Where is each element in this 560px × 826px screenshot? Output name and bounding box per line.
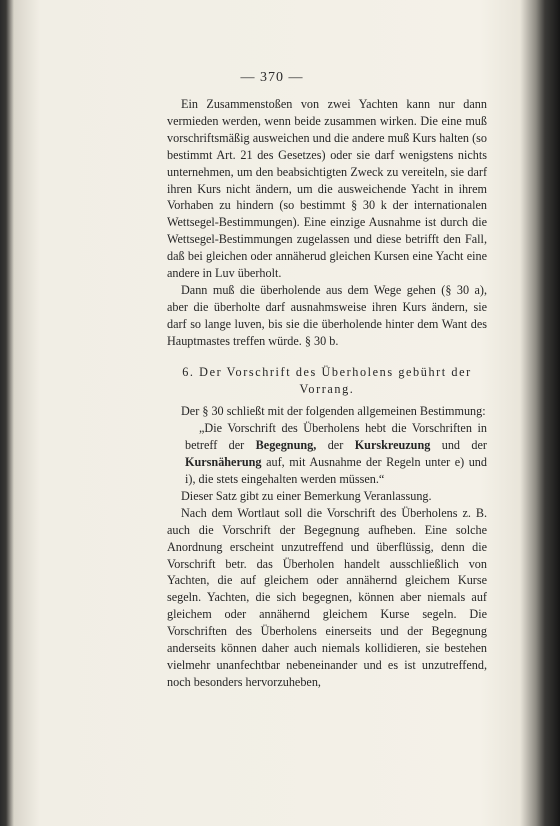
quote-text-4: auf, mit Ausnahme der Regeln unter e) und i), die stets eingehalten werden müssen.“ (185, 455, 487, 487)
paragraph-1: Ein Zusammenstoßen von zwei Yachten kann nur dann vermieden werden, wenn beide zusammen wirken. Die eine muß vorschriftsmäßig ausweichen und die andere muß Kurs halten (so bestimmt Art. 21 des Gesetzes) oder sie darf wenigstens nichts unternehmen, um den beabsichtigten Zweck zu vereiteln, sie darf ihren Kurs nicht ändern, um die ausweichende Yacht in ihrem Vorhaben zu hindern (so bestimmt § 30 k der internationalen Wettsegel-Bestimmungen). Eine einzige Ausnahme ist durch die Wettsegel-Bestimmungen zugelassen und diese betrifft den Fall, daß bei gleichen oder annäherud gleichen Kursen eine Yacht eine andere in Luv überholt. (167, 97, 487, 281)
quoted-rule (185, 420, 487, 488)
page-number: — 370 — (240, 70, 304, 85)
quote-bold-kursnaeherung: Kursnäherung (185, 455, 262, 470)
paragraph-4: Dieser Satz gibt zu einer Bemerkung Veranlassung. (181, 488, 432, 503)
book-page (12, 0, 532, 826)
section-heading: 6. Der Vorschrift des Überholens gebührt der Vorrang. (182, 364, 472, 396)
quote-text-3: und der (430, 438, 487, 453)
quote-text-2: der (316, 438, 355, 453)
paragraph-3: Der § 30 schließt mit der folgenden allgemeinen Bestimmung: (181, 404, 486, 419)
quote-bold-begegnung: Begegnung, (255, 438, 317, 453)
body-text (167, 96, 487, 691)
paragraph-2: Dann muß die überholende aus dem Wege gehen (§ 30 a), aber die überholte darf ausnahmsweise ihren Kurs ändern, sie darf so lange luven, bis sie die überholende hinter dem Want des Hauptmastes treffen würde. § 30 b. (167, 282, 487, 348)
quote-text-1: „Die Vorschrift des Überholens hebt die Vorschriften in betreff der (185, 421, 487, 453)
paragraph-5: Nach dem Wortlaut soll die Vorschrift des Überholens z. B. auch die Vorschrift der Begegnung aufheben. Eine solche Anordnung erscheint unzutreffend und überflüssig, denn die Vorschrift betr. das Überholen handelt ausschließlich von Yachten, die auf gleichem oder annähernd gleichem Kurse segeln. Yachten, die sich begegnen, können aber niemals auf gleichem oder annähernd gleichem Kurse segeln. Die Vorschriften des Überholens einerseits und der Begegnung anderseits können daher auch niemals kollidieren, sie bestehen vielmehr unanfechtbar nebeneinander und es ist unzutreffend, noch besonders hervorzuheben, (167, 505, 487, 689)
quote-bold-kurskreuzung: Kurskreuzung (354, 438, 431, 453)
